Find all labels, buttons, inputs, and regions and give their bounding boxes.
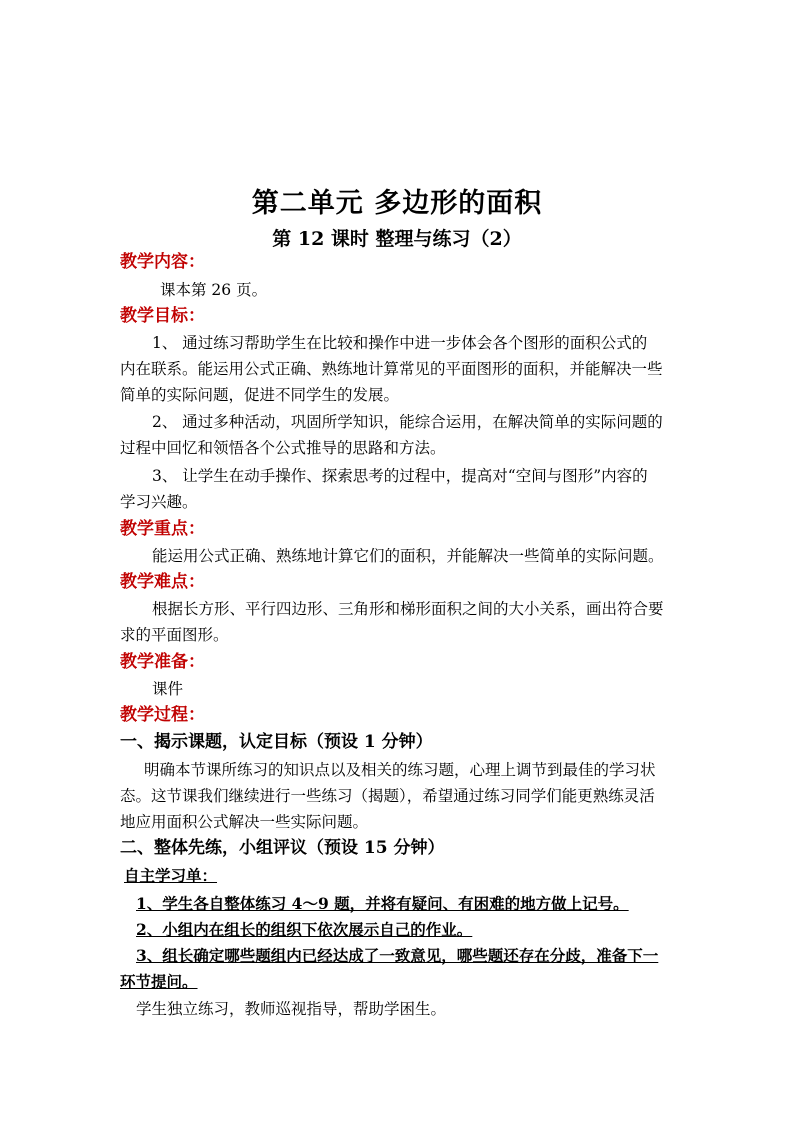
difficulties-line-1: 根据长方形、平行四边形、三角形和梯形面积之间的大小关系，画出符合要 <box>152 600 664 618</box>
lesson-subtitle: 第 12 课时 整理与练习（2） <box>272 228 522 250</box>
section-1-line-1: 明确本节课所练习的知识点以及相关的练习题，心理上调节到最佳的学习状 <box>144 761 656 779</box>
heading-preparation: 教学准备： <box>120 652 205 672</box>
goal-1-line-1: 1、 通过练习帮助学生在比较和操作中进一步体会各个图形的面积公式的 <box>152 334 648 352</box>
goal-1-line-3: 简单的实际问题，促进不同学生的发展。 <box>120 386 400 404</box>
self-study-item-2: 2、小组内在组长的组织下依次展示自己的作业。 <box>136 920 473 939</box>
heading-teaching-process: 教学过程： <box>120 705 205 725</box>
goal-2-line-2: 过程中回忆和领悟各个公式推导的思路和方法。 <box>120 439 446 457</box>
page-title: 第二单元 多边形的面积 <box>251 188 543 219</box>
self-study-item-3-line-2: 环节提问。 <box>120 972 198 991</box>
section-2-heading: 二、整体先练，小组评议（预设 15 分钟） <box>120 838 445 858</box>
section-1-line-2: 态。这节课我们继续进行一些练习（揭题），希望通过练习同学们能更熟练灵活 <box>120 787 655 805</box>
preparation-text: 课件 <box>152 680 184 698</box>
goal-2-line-1: 2、 通过多种活动，巩固所学知识，能综合运用，在解决简单的实际问题的 <box>152 413 663 431</box>
heading-difficulties: 教学难点： <box>120 572 205 592</box>
difficulties-line-2: 求的平面图形。 <box>120 626 229 644</box>
key-points-text: 能运用公式正确、熟练地计算它们的面积，并能解决一些简单的实际问题。 <box>152 547 664 565</box>
heading-key-points: 教学重点： <box>120 519 205 539</box>
heading-teaching-goals: 教学目标： <box>120 306 205 326</box>
section-1-heading: 一、揭示课题，认定目标（预设 1 分钟） <box>120 732 433 752</box>
self-study-sheet-label: 自主学习单： <box>124 866 218 885</box>
goal-3-line-1: 3、 让学生在动手操作、探索思考的过程中，提高对“空间与图形”内容的 <box>152 467 648 485</box>
section-1-line-3: 地应用面积公式解决一些实际问题。 <box>120 813 369 831</box>
goal-1-line-2: 内在联系。能运用公式正确、熟练地计算常见的平面图形的面积，并能解决一些 <box>120 360 663 378</box>
self-study-item-1: 1、学生各自整体练习 4～9 题，并将有疑问、有困难的地方做上记号。 <box>136 894 629 913</box>
self-study-item-3-line-1: 3、组长确定哪些题组内已经达成了一致意见，哪些题还存在分歧，准备下一 <box>136 946 659 965</box>
section-2-closing-text: 学生独立练习，教师巡视指导，帮助学困生。 <box>136 1000 447 1018</box>
goal-3-line-2: 学习兴趣。 <box>120 493 198 511</box>
heading-teaching-content: 教学内容： <box>120 252 205 272</box>
teaching-content-text: 课本第 26 页。 <box>160 281 268 299</box>
